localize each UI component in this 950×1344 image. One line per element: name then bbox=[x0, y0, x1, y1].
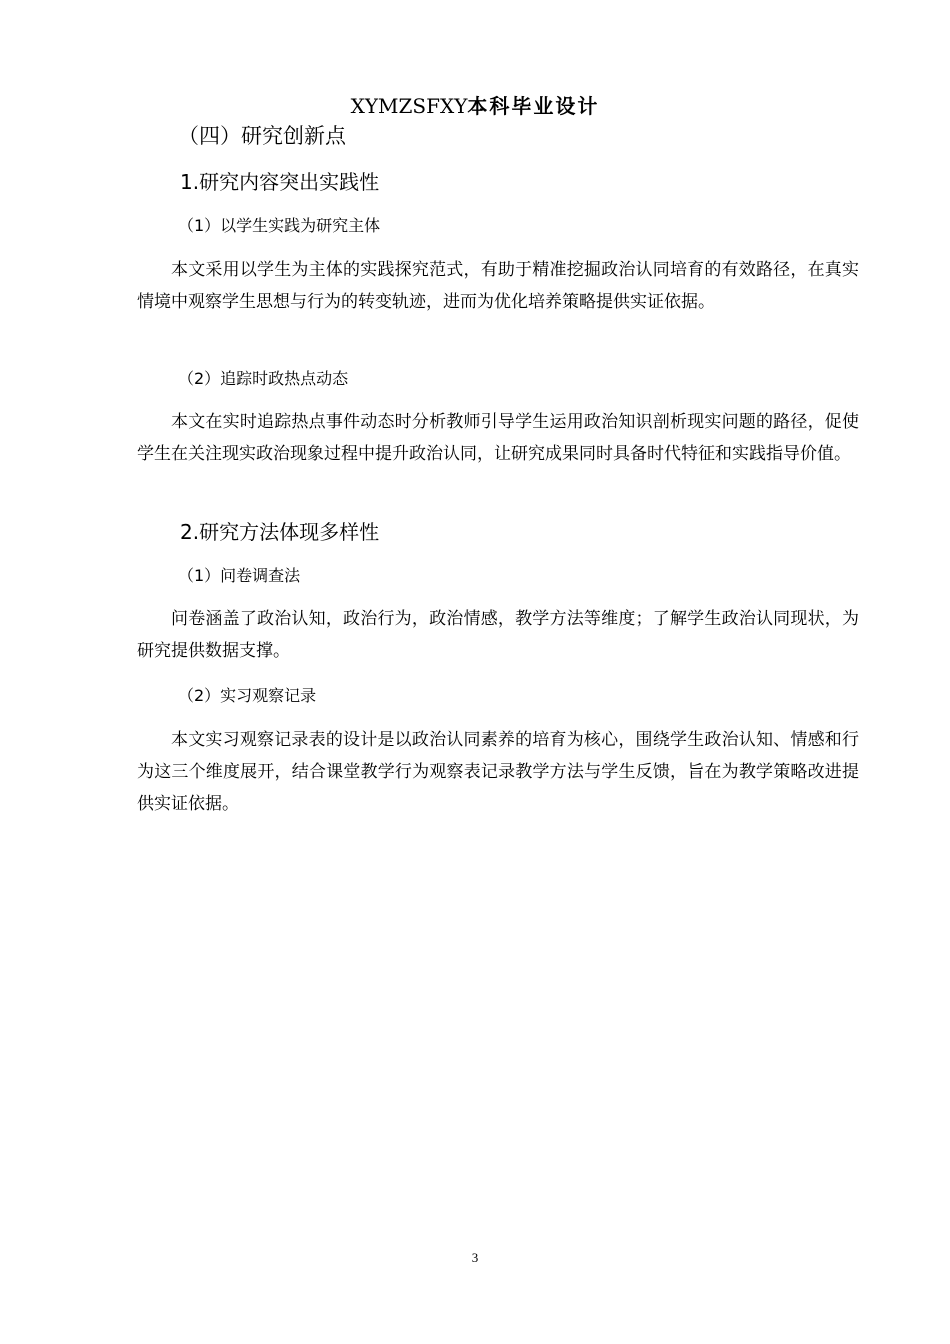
page-header bbox=[0, 92, 950, 121]
header-title: 本科毕业设计 bbox=[467, 94, 600, 118]
item-heading-1-2: （2）追踪时政热点动态 bbox=[178, 369, 349, 388]
item-heading-1-1: （1）以学生实践为研究主体 bbox=[178, 216, 381, 235]
paragraph-1-2: 本文在实时追踪热点事件动态时分析教师引导学生运用政治知识剖析现实问题的路径，促使学生在关注现实政治现象过程中提升政治认同，让研究成果同时具备时代特征和实践指导价值。 bbox=[137, 412, 859, 464]
subsection-heading-2: 2.研究方法体现多样性 bbox=[180, 520, 380, 544]
header-code: XYMZSFXY bbox=[350, 94, 468, 118]
section-heading: （四）研究创新点 bbox=[178, 124, 346, 148]
item-heading-2-2: （2）实习观察记录 bbox=[178, 686, 317, 705]
paragraph-2-1: 问卷涵盖了政治认知，政治行为，政治情感，教学方法等维度；了解学生政治认同现状，为研究提供数据支撑。 bbox=[137, 609, 859, 661]
subsection-heading-1: 1.研究内容突出实践性 bbox=[180, 170, 380, 194]
paragraph-1-1: 本文采用以学生为主体的实践探究范式，有助于精准挖掘政治认同培育的有效路径，在真实情境中观察学生思想与行为的转变轨迹，进而为优化培养策略提供实证依据。 bbox=[137, 260, 859, 312]
paragraph-2-2: 本文实习观察记录表的设计是以政治认同素养的培育为核心，围绕学生政治认知、情感和行为这三个维度展开，结合课堂教学行为观察表记录教学方法与学生反馈，旨在为教学策略改进提供实证依据。 bbox=[137, 730, 859, 814]
item-heading-2-1: （1）问卷调查法 bbox=[178, 566, 301, 585]
page-number: 3 bbox=[471, 1250, 479, 1265]
